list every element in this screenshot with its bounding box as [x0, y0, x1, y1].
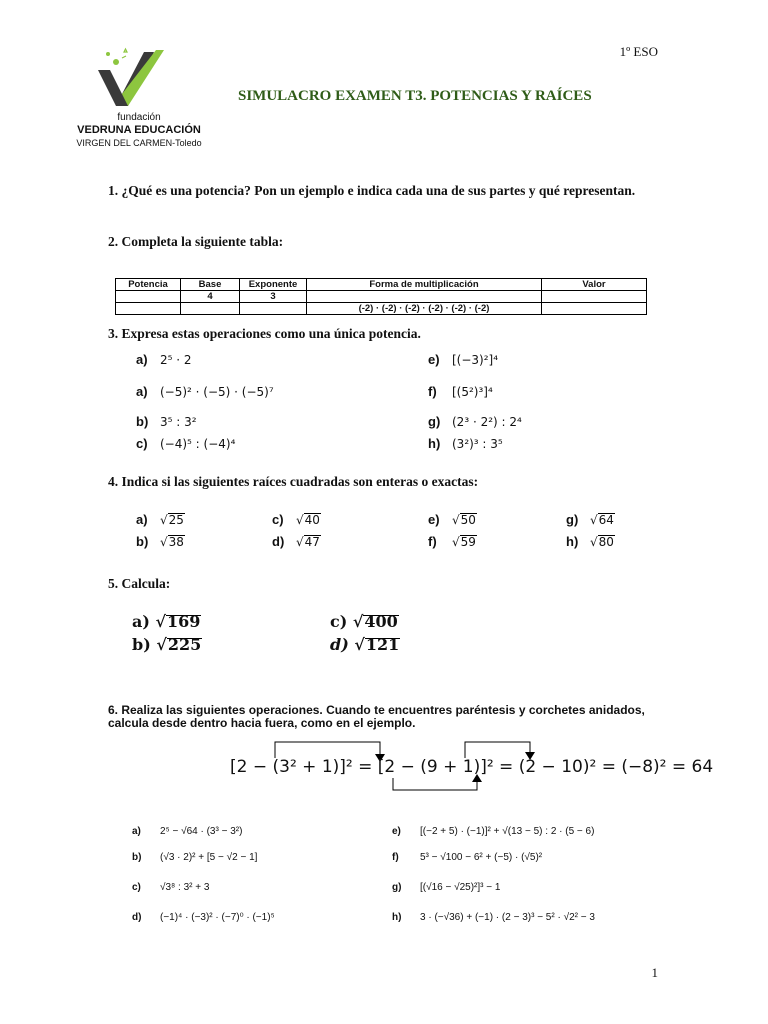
list-item [428, 352, 498, 367]
radicand: 59 [460, 535, 476, 549]
item-label: g) [392, 882, 402, 893]
list-item [132, 912, 275, 923]
item-expression: 2⁵ − √64 · (3³ − 3²) [160, 826, 243, 837]
logo-line1: fundación [117, 112, 161, 123]
list-item [392, 882, 500, 893]
list-item: c) √400 [330, 612, 398, 631]
item-label: e) [428, 352, 440, 367]
table-cell[interactable] [116, 291, 181, 303]
item-expression: 3⁵ : 3² [160, 415, 197, 429]
item-label: d) [272, 534, 285, 549]
table-row [116, 303, 647, 315]
sqrt-symbol: √ [452, 535, 460, 549]
radicand: 38 [168, 535, 184, 549]
question-6: 6. Realiza las siguientes operaciones. Cuando te encuentres paréntesis y corchetes anidados, calcula desde dentro hacia fuera, como en el ejemplo. [108, 703, 645, 730]
grade-label: 1º ESO [619, 44, 658, 59]
item-label: a) [132, 612, 150, 631]
list-item [272, 534, 321, 549]
logo-text [64, 111, 214, 150]
item-label: a) [132, 826, 141, 837]
list-item [136, 414, 197, 429]
table-cell: (-2) · (-2) · (-2) · (-2) · (-2) · (-2) [307, 303, 542, 315]
table-cell: 3 [240, 291, 307, 303]
question-4: 4. Indica si las siguientes raíces cuadradas son enteras o exactas: [108, 474, 479, 489]
sqrt-symbol: √ [160, 513, 168, 527]
list-item [428, 534, 477, 549]
sqrt-symbol: √ [590, 513, 598, 527]
item-label: h) [428, 436, 441, 451]
radicand: 121 [365, 635, 400, 654]
item-label: c) [272, 512, 284, 527]
list-item [428, 512, 477, 527]
table-header: Potencia [116, 279, 181, 291]
table-cell[interactable] [542, 303, 647, 315]
item-expression: [(−2 + 5) · (−1)]² + √(13 − 5) : 2 · (5 − 6) [420, 826, 595, 837]
list-item [392, 852, 542, 863]
list-item [136, 352, 192, 367]
radicand: 64 [598, 513, 614, 527]
page-title: SIMULACRO EXAMEN T3. POTENCIAS Y RAÍCES [238, 88, 592, 104]
radicand: 50 [460, 513, 476, 527]
list-item [132, 826, 242, 837]
table-cell[interactable] [240, 303, 307, 315]
worked-example: [2 − (3² + 1)]² = [2 − (9 + 1)]² = (2 − 10)² = (−8)² = 64 [230, 757, 714, 777]
item-expression: 5³ − √100 − 6² + (−5) · (√5)² [420, 852, 543, 863]
list-item [136, 534, 185, 549]
radicand: 169 [167, 612, 201, 631]
item-label: c) [330, 612, 348, 631]
table-cell: 4 [181, 291, 240, 303]
list-item [136, 436, 235, 451]
logo-line3: VIRGEN DEL CARMEN-Toledo [76, 138, 202, 148]
item-expression: (−4)⁵ : (−4)⁴ [160, 437, 236, 451]
item-expression: (√3 · 2)² + [5 − √2 − 1] [160, 852, 258, 863]
list-item [566, 534, 615, 549]
list-item [428, 436, 503, 451]
sqrt-symbol: √ [452, 513, 460, 527]
item-expression: (−5)² · (−5) · (−5)⁷ [160, 385, 274, 399]
table-header-row [116, 279, 647, 291]
question-1: 1. ¿Qué es una potencia? Pon un ejemplo e indica cada una de sus partes y qué representan. [108, 183, 636, 198]
item-label: h) [392, 912, 402, 923]
radicand: 47 [304, 535, 320, 549]
list-item [566, 512, 615, 527]
list-item [392, 912, 595, 923]
radicand: 25 [168, 513, 184, 527]
item-label: a) [136, 512, 148, 527]
item-expression: (2³ · 2²) : 2⁴ [452, 415, 522, 429]
item-label: f) [428, 384, 437, 399]
table-header: Valor [542, 279, 647, 291]
item-expression: [(5²)³]⁴ [452, 385, 493, 399]
item-label: f) [392, 852, 399, 863]
list-item [132, 852, 257, 863]
radicand: 80 [598, 535, 614, 549]
sqrt-symbol: √ [296, 535, 304, 549]
question-3: 3. Expresa estas operaciones como una única potencia. [108, 326, 421, 341]
item-expression: [(√16 − √25)²]³ − 1 [420, 882, 501, 893]
table-cell[interactable] [307, 291, 542, 303]
item-label: g) [566, 512, 579, 527]
item-label: d) [132, 912, 142, 923]
sqrt-symbol: √ [160, 535, 168, 549]
item-label: g) [428, 414, 441, 429]
radicand: 225 [167, 635, 202, 654]
item-label: e) [392, 826, 401, 837]
item-label: e) [428, 512, 440, 527]
question-5: 5. Calcula: [108, 576, 171, 591]
table-cell[interactable] [542, 291, 647, 303]
list-item [136, 384, 274, 399]
powers-table [115, 278, 647, 315]
item-expression: (−1)⁴ · (−3)² · (−7)⁰ · (−1)⁵ [160, 912, 275, 923]
item-label: f) [428, 534, 437, 549]
radicand: 40 [304, 513, 320, 527]
sqrt-symbol: √ [590, 535, 598, 549]
list-item [428, 414, 522, 429]
item-label: b) [136, 534, 149, 549]
item-label: b) [132, 852, 142, 863]
radicand: 400 [364, 612, 398, 631]
sqrt-symbol: √ [296, 513, 304, 527]
item-expression: 2⁵ · 2 [160, 353, 192, 367]
table-header: Base [181, 279, 240, 291]
table-cell[interactable] [181, 303, 240, 315]
item-expression: (3²)³ : 3⁵ [452, 437, 503, 451]
list-item [136, 512, 185, 527]
table-header: Forma de multiplicación [307, 279, 542, 291]
table-cell[interactable] [116, 303, 181, 315]
item-label: b) [132, 635, 151, 654]
item-expression: [(−3)²]⁴ [452, 353, 499, 367]
list-item [132, 882, 209, 893]
item-label: c) [132, 882, 141, 893]
item-label: b) [136, 414, 149, 429]
item-label: h) [566, 534, 579, 549]
question-2: 2. Completa la siguiente tabla: [108, 234, 284, 249]
item-label: a) [136, 352, 148, 367]
item-label: d) [330, 635, 349, 654]
page-number: 1 [651, 965, 658, 980]
list-item: d) √121 [330, 635, 400, 654]
table-header: Exponente [240, 279, 307, 291]
item-label: c) [136, 436, 148, 451]
table-row [116, 291, 647, 303]
item-expression: 3 · (−√36) + (−1) · (2 − 3)³ − 5² · √2² − 3 [420, 912, 595, 923]
list-item [428, 384, 493, 399]
item-expression: √3⁸ : 3² + 3 [160, 882, 210, 893]
item-label: a) [136, 384, 148, 399]
list-item: a) √169 [132, 612, 201, 631]
list-item [272, 512, 321, 527]
list-item: b) √225 [132, 635, 202, 654]
logo-line2: VEDRUNA EDUCACIÓN [77, 124, 201, 136]
list-item [392, 826, 594, 837]
